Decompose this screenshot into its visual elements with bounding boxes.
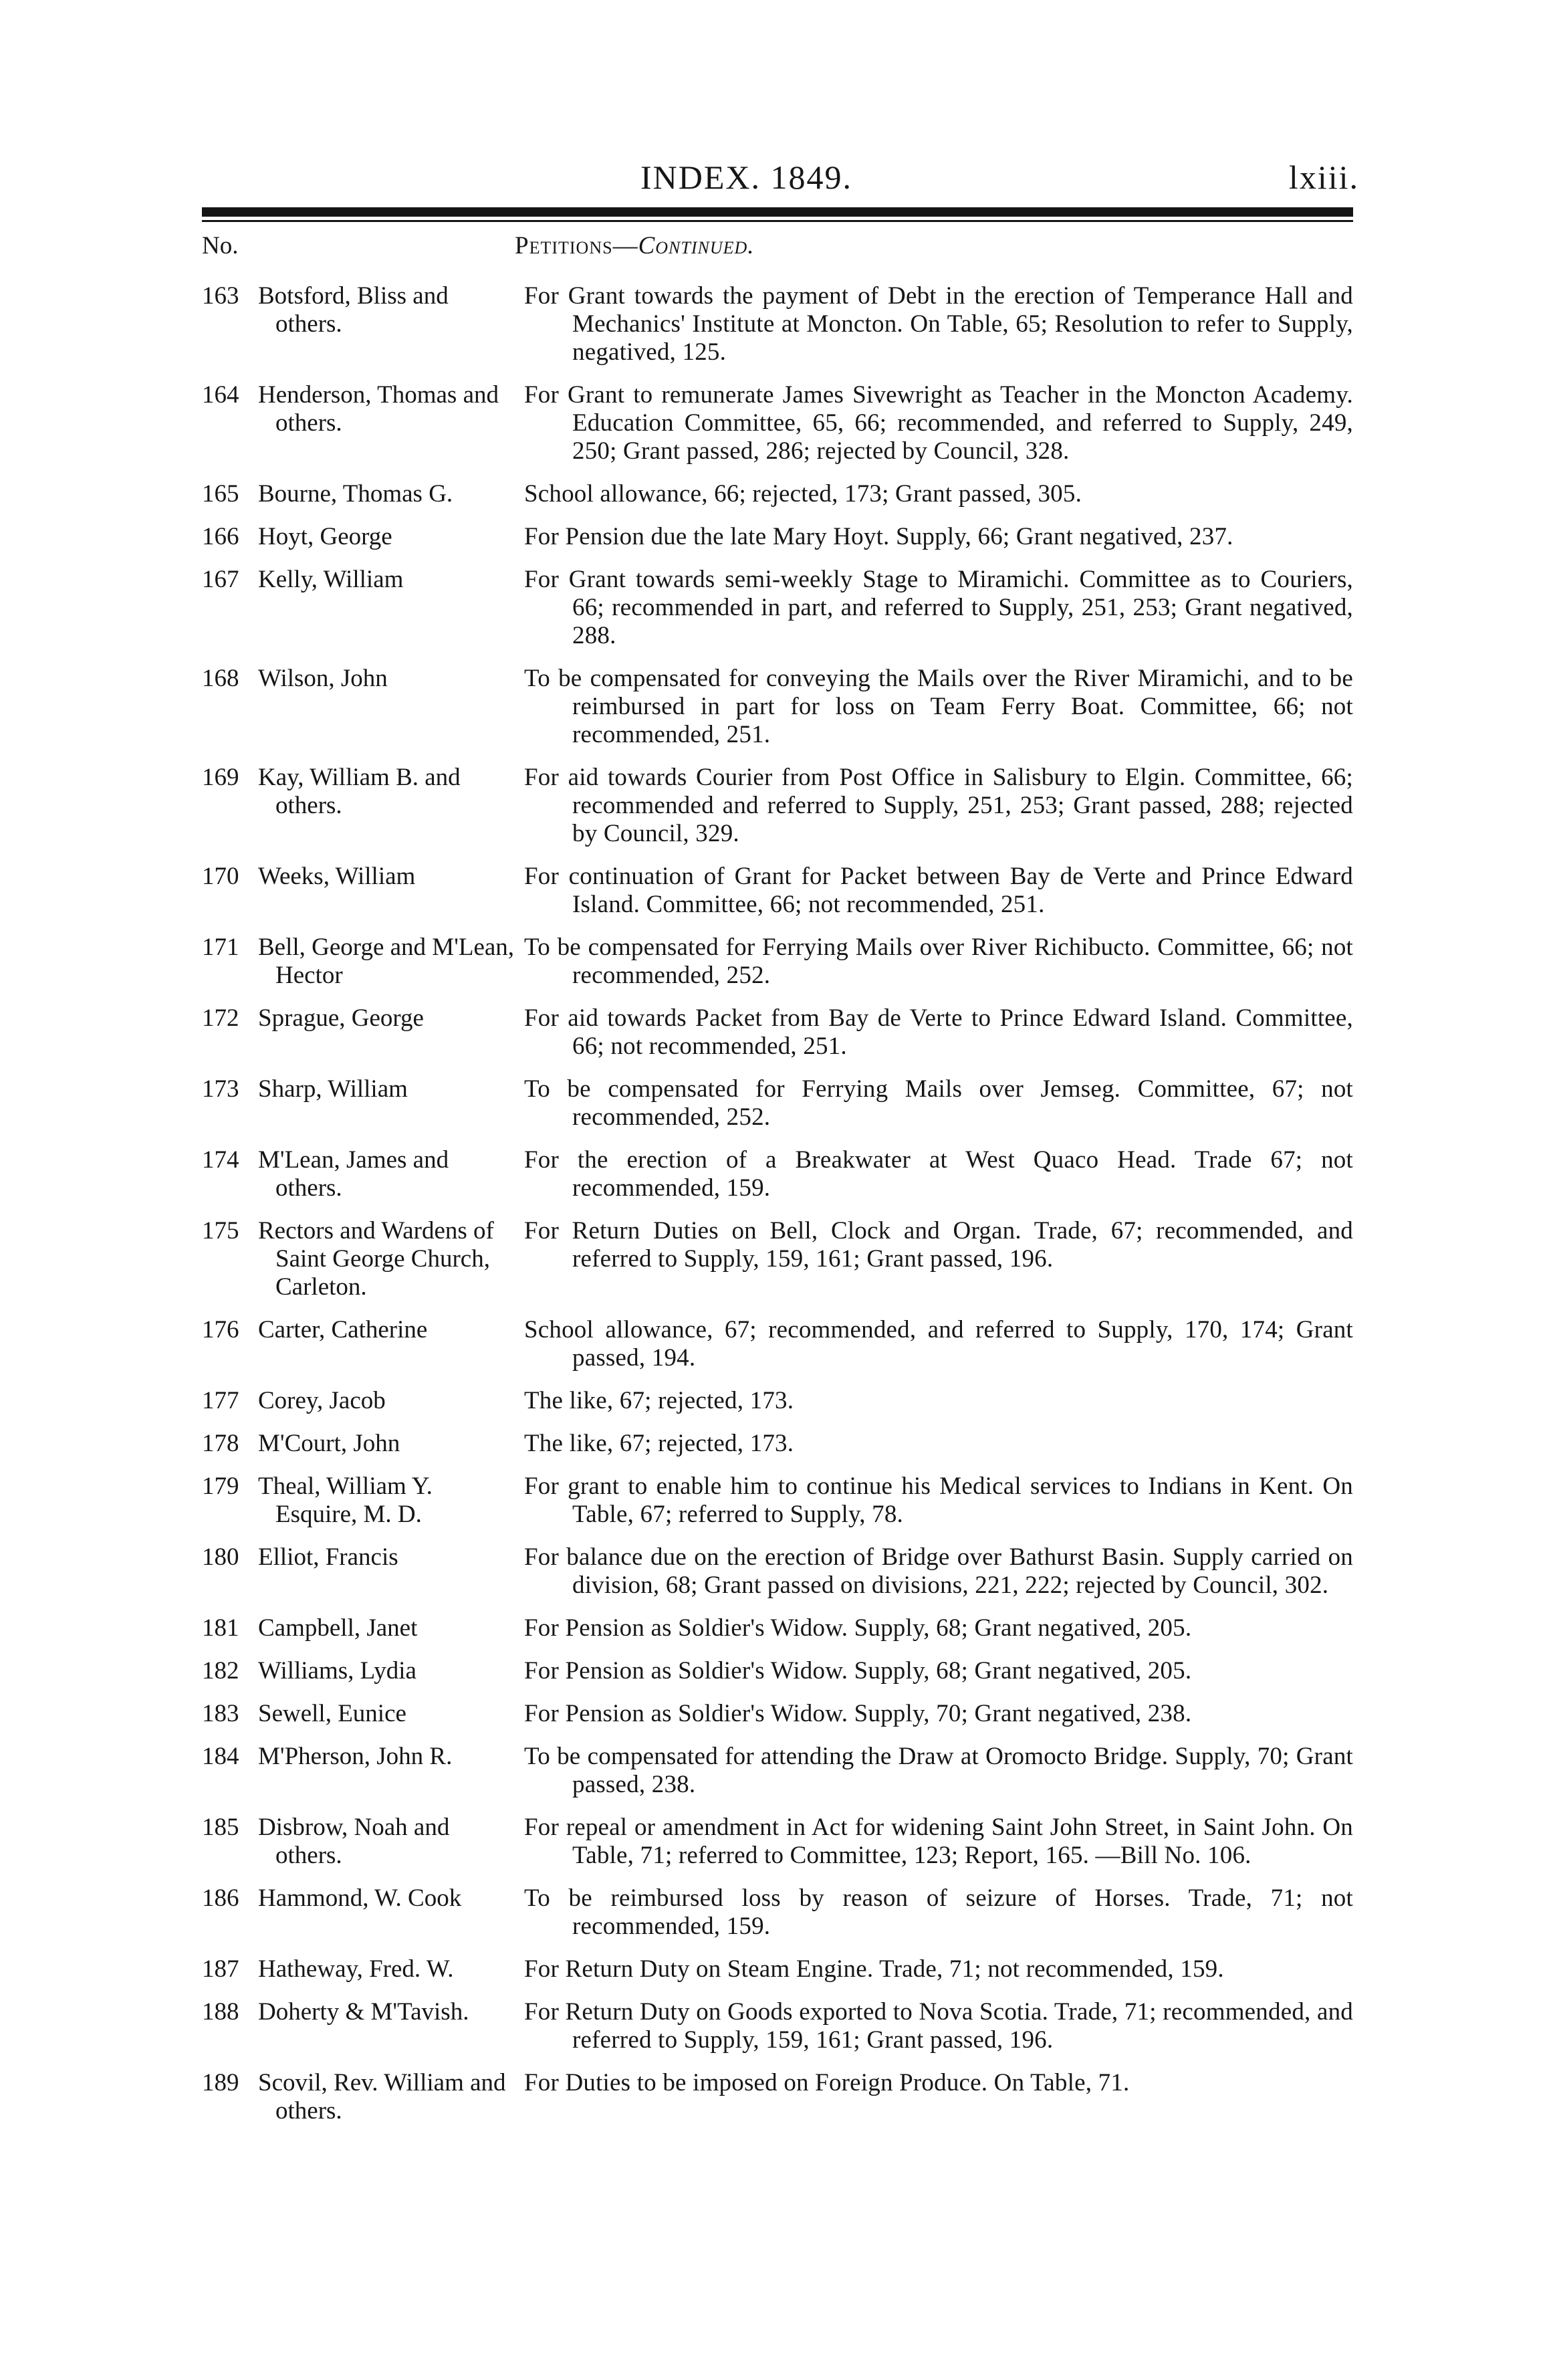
petitioner-name: Theal, William Y. Esquire, M. D. xyxy=(258,1473,433,1528)
petition-description: For grant to enable him to continue his Medical services to Indians in Kent. On Table, 67; referred to Supply, 78. xyxy=(524,1473,1353,1528)
petition-entry xyxy=(202,1146,1353,1202)
petitioner-name: Carter, Catherine xyxy=(258,1316,428,1343)
petition-description: For aid towards Packet from Bay de Verte to Prince Edward Island. Committee, 66; not recommended, 251. xyxy=(524,1004,1353,1060)
petition-number: 165 xyxy=(202,480,239,508)
petition-entry xyxy=(202,1473,1353,1529)
petitioner-name: M'Court, John xyxy=(258,1430,400,1457)
petition-entry xyxy=(202,480,1353,508)
petition-entry xyxy=(202,1316,1353,1372)
petition-description: School allowance, 67; recommended, and referred to Supply, 170, 174; Grant passed, 194. xyxy=(524,1316,1353,1372)
petition-description: To be compensated for Ferrying Mails over River Richibucto. Committee, 66; not recommended, 252. xyxy=(524,934,1353,989)
petition-entry xyxy=(202,1884,1353,1941)
petitioner-name: Kelly, William xyxy=(258,566,404,593)
petition-entry xyxy=(202,1955,1353,1983)
petition-description: For continuation of Grant for Packet between Bay de Verte and Prince Edward Island. Committee, 66; not recommended, 251. xyxy=(524,863,1353,918)
petitioner-name: Scovil, Rev. William and others. xyxy=(258,2069,506,2125)
petition-entry xyxy=(202,934,1353,990)
petition-entry xyxy=(202,665,1353,749)
number-column-label: No. xyxy=(202,232,239,259)
petition-number: 183 xyxy=(202,1700,239,1727)
petitioner-name: Sprague, George xyxy=(258,1004,424,1032)
section-suffix: Continued. xyxy=(638,232,755,259)
petition-number: 186 xyxy=(202,1884,239,1912)
petition-number: 171 xyxy=(202,934,239,961)
petitioner-name: Rectors and Wardens of Saint George Church, Carleton. xyxy=(258,1217,494,1301)
petition-description: The like, 67; rejected, 173. xyxy=(524,1430,794,1457)
petition-description: For the erection of a Breakwater at West Quaco Head. Trade 67; not recommended, 159. xyxy=(524,1146,1353,1202)
petition-number: 177 xyxy=(202,1387,239,1414)
petitioner-name: Henderson, Thomas and others. xyxy=(258,381,499,437)
petitioner-name: Sewell, Eunice xyxy=(258,1700,406,1727)
page-header xyxy=(0,158,1553,211)
petition-entry xyxy=(202,2069,1353,2125)
petitioner-name: Campbell, Janet xyxy=(258,1614,418,1642)
petition-description: For Pension as Soldier's Widow. Supply, 68; Grant negatived, 205. xyxy=(524,1614,1192,1642)
petition-number: 188 xyxy=(202,1998,239,2026)
petition-number: 170 xyxy=(202,863,239,890)
petitioner-name: Williams, Lydia xyxy=(258,1657,416,1685)
petition-description: For Grant towards the payment of Debt in the erection of Temperance Hall and Mechanics' Institute at Moncton. On Table, 65; Resolution to refer to Supply, negatived, 125. xyxy=(524,282,1353,366)
petition-description: For Duties to be imposed on Foreign Produce. On Table, 71. xyxy=(524,2069,1130,2096)
petition-number: 173 xyxy=(202,1075,239,1103)
petitioner-name: Botsford, Bliss and others. xyxy=(258,282,449,338)
petition-number: 179 xyxy=(202,1473,239,1500)
page-number: lxiii. xyxy=(1288,158,1359,196)
petition-number: 172 xyxy=(202,1004,239,1032)
petition-entry xyxy=(202,863,1353,919)
petition-list xyxy=(202,282,1353,2140)
petition-number: 164 xyxy=(202,381,239,409)
petition-description: For Grant to remunerate James Sivewright as Teacher in the Moncton Academy. Education Committee, 65, 66; recommended, and referred to Supply, 249, 250; Grant passed, 286; rejected by Council, 328. xyxy=(524,381,1353,465)
petitioner-name: Hatheway, Fred. W. xyxy=(258,1955,454,1983)
petition-entry xyxy=(202,523,1353,551)
petition-entry xyxy=(202,1614,1353,1642)
petition-description: For aid towards Courier from Post Office in Salisbury to Elgin. Committee, 66; recommended and referred to Supply, 251, 253; Grant passed, 288; rejected by Council, 329. xyxy=(524,764,1353,847)
petition-description: To be compensated for attending the Draw at Oromocto Bridge. Supply, 70; Grant passed, 238. xyxy=(524,1743,1353,1798)
petitioner-name: M'Pherson, John R. xyxy=(258,1743,453,1770)
petition-entry xyxy=(202,1998,1353,2054)
petition-entry xyxy=(202,1657,1353,1685)
petitioner-name: Bell, George and M'Lean, Hector xyxy=(258,934,515,989)
section-title: Petitions xyxy=(515,232,613,259)
petition-number: 180 xyxy=(202,1543,239,1571)
header-rule-thin xyxy=(202,220,1353,222)
petitioner-name: Hoyt, George xyxy=(258,523,392,550)
petition-description: For Return Duty on Goods exported to Nova Scotia. Trade, 71; recommended, and referred to Supply, 159, 161; Grant passed, 196. xyxy=(524,1998,1353,2054)
petition-number: 182 xyxy=(202,1657,239,1685)
petitioner-name: Wilson, John xyxy=(258,665,388,692)
petition-number: 189 xyxy=(202,2069,239,2096)
petition-number: 185 xyxy=(202,1814,239,1841)
petitioner-name: Bourne, Thomas G. xyxy=(258,480,453,508)
petition-number: 181 xyxy=(202,1614,239,1642)
petition-description: For balance due on the erection of Bridge over Bathurst Basin. Supply carried on division, 68; Grant passed on divisions, 221, 222; rejected by Council, 302. xyxy=(524,1543,1353,1599)
petitioner-name: Hammond, W. Cook xyxy=(258,1884,462,1912)
petition-number: 184 xyxy=(202,1743,239,1770)
petition-entry xyxy=(202,1004,1353,1061)
petitioner-name: Kay, William B. and others. xyxy=(258,764,461,819)
petition-entry xyxy=(202,1217,1353,1301)
petitioner-name: Doherty & M'Tavish. xyxy=(258,1998,469,2026)
petition-number: 175 xyxy=(202,1217,239,1245)
petition-number: 163 xyxy=(202,282,239,310)
petition-entry xyxy=(202,1430,1353,1458)
petitioner-name: Elliot, Francis xyxy=(258,1543,398,1571)
petitioner-name: M'Lean, James and others. xyxy=(258,1146,449,1202)
petition-description: For Return Duties on Bell, Clock and Organ. Trade, 67; recommended, and referred to Supply, 159, 161; Grant passed, 196. xyxy=(524,1217,1353,1273)
petition-number: 178 xyxy=(202,1430,239,1457)
petition-entry xyxy=(202,764,1353,848)
column-heading-row xyxy=(0,231,1553,267)
petition-entry xyxy=(202,566,1353,650)
petition-number: 187 xyxy=(202,1955,239,1983)
petition-number: 176 xyxy=(202,1316,239,1343)
petition-description: For repeal or amendment in Act for widening Saint John Street, in Saint John. On Table, 71; referred to Committee, 123; Report, 165. —Bill No. 106. xyxy=(524,1814,1353,1869)
petition-number: 166 xyxy=(202,523,239,550)
petition-description: For Return Duty on Steam Engine. Trade, 71; not recommended, 159. xyxy=(524,1955,1224,1983)
petition-description: For Grant towards semi-weekly Stage to Miramichi. Committee as to Couriers, 66; recommended in part, and referred to Supply, 251, 253; Grant negatived, 288. xyxy=(524,566,1353,649)
petition-description: For Pension due the late Mary Hoyt. Supply, 66; Grant negatived, 237. xyxy=(524,523,1233,550)
petition-number: 174 xyxy=(202,1146,239,1174)
petition-entry xyxy=(202,1387,1353,1415)
petition-description: For Pension as Soldier's Widow. Supply, 68; Grant negatived, 205. xyxy=(524,1657,1192,1685)
petition-entry xyxy=(202,381,1353,465)
petitioner-name: Weeks, William xyxy=(258,863,416,890)
petition-entry xyxy=(202,1743,1353,1799)
header-rule-thick xyxy=(202,207,1353,217)
header-title: INDEX. 1849. xyxy=(640,158,853,196)
petition-number: 169 xyxy=(202,764,239,791)
petition-description: The like, 67; rejected, 173. xyxy=(524,1387,794,1414)
petition-description: For Pension as Soldier's Widow. Supply, 70; Grant negatived, 238. xyxy=(524,1700,1192,1727)
petition-number: 167 xyxy=(202,566,239,593)
petitioner-name: Sharp, William xyxy=(258,1075,408,1103)
section-heading: Petitions—Continued. xyxy=(515,232,755,259)
petition-description: To be reimbursed loss by reason of seizure of Horses. Trade, 71; not recommended, 159. xyxy=(524,1884,1353,1940)
petition-description: School allowance, 66; rejected, 173; Grant passed, 305. xyxy=(524,480,1082,508)
petition-entry xyxy=(202,282,1353,366)
petition-description: To be compensated for Ferrying Mails over Jemseg. Committee, 67; not recommended, 252. xyxy=(524,1075,1353,1131)
petitioner-name: Corey, Jacob xyxy=(258,1387,386,1414)
petitioner-name: Disbrow, Noah and others. xyxy=(258,1814,450,1869)
petition-entry xyxy=(202,1814,1353,1870)
petition-entry xyxy=(202,1543,1353,1600)
petition-number: 168 xyxy=(202,665,239,692)
petition-entry xyxy=(202,1075,1353,1131)
petition-entry xyxy=(202,1700,1353,1728)
petition-description: To be compensated for conveying the Mails over the River Miramichi, and to be reimbursed in part for loss on Team Ferry Boat. Committee, 66; not recommended, 251. xyxy=(524,665,1353,748)
